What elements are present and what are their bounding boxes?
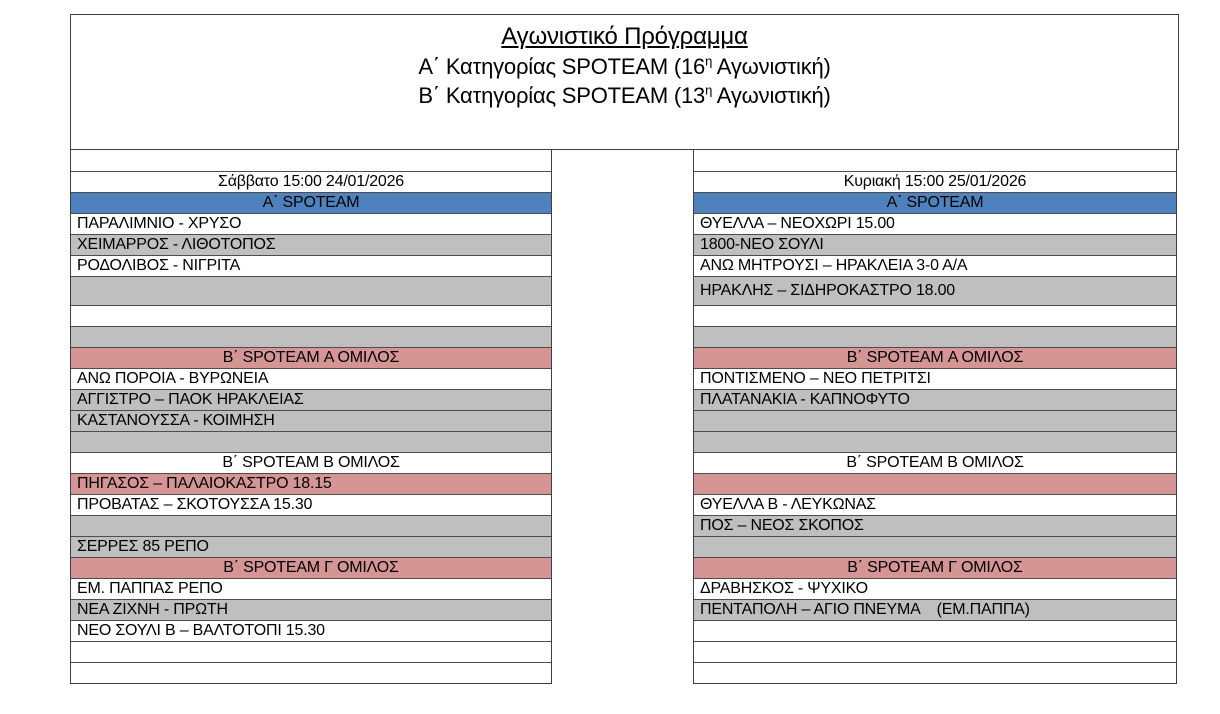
blank-row — [694, 431, 1176, 452]
match-row — [694, 234, 1176, 255]
date-row — [694, 171, 1176, 192]
blank-row — [71, 276, 551, 305]
blank-row — [71, 431, 551, 452]
cell-text: ΕΜ. ΠΑΠΠΑΣ ΡΕΠΟ — [77, 580, 223, 597]
cell-text: Β΄ SPOTEAM Β ΟΜΙΛΟΣ — [846, 454, 1024, 471]
cell-text: Β΄ SPOTEAM Α ΟΜΙΛΟΣ — [222, 349, 400, 366]
blank-row — [71, 326, 551, 347]
cell-text: ΡΟΔΟΛΙΒΟΣ - ΝΙΓΡΙΤΑ — [77, 257, 241, 274]
cell-text: ΣΕΡΡΕΣ 85 ΡΕΠΟ — [77, 538, 209, 555]
cell-text: Α΄ SPOTEAM — [262, 194, 360, 211]
match-row — [694, 599, 1176, 620]
cell-text: ΠΟΝΤΙΣΜΕΝΟ – ΝΕΟ ΠΕΤΡΙΤΣΙ — [700, 370, 931, 387]
cell-text: Κυριακή 15:00 25/01/2026 — [843, 173, 1027, 190]
subtitle-category-b — [71, 81, 1178, 110]
group-row — [71, 452, 551, 473]
subtitle-b-superscript: η — [705, 82, 713, 98]
match-row — [71, 213, 551, 234]
cell-text: ΘΥΕΛΛΑ Β - ΛΕΥΚΩΝΑΣ — [700, 496, 876, 513]
cell-text: Α΄ SPOTEAM — [886, 194, 984, 211]
blank-row — [694, 536, 1176, 557]
blank-row — [71, 150, 551, 171]
division-row — [694, 192, 1176, 213]
blank-row — [694, 305, 1176, 326]
match-row — [71, 255, 551, 276]
cell-text: ΠΕΝΤΑΠΟΛΗ – ΑΓΙΟ ΠΝΕΥΜΑ (ΕΜ.ΠΑΠΠΑ) — [700, 601, 1030, 618]
cell-text: ΚΑΣΤΑΝΟΥΣΣΑ - ΚΟΙΜΗΣΗ — [77, 412, 275, 429]
blank-row — [694, 620, 1176, 641]
match-row — [694, 389, 1176, 410]
group-row — [71, 557, 551, 578]
match-row — [71, 410, 551, 431]
match-row — [71, 234, 551, 255]
cell-text: Β΄ SPOTEAM Β ΟΜΙΛΟΣ — [222, 454, 400, 471]
blank-row — [694, 150, 1176, 171]
cell-text: Β΄ SPOTEAM Γ ΟΜΙΛΟΣ — [847, 559, 1023, 576]
match-row — [694, 213, 1176, 234]
blank-row — [71, 305, 551, 326]
blank-row — [694, 473, 1176, 494]
subtitle-a-text: Α΄ Κατηγορίας SPOTEAM (16 — [418, 54, 706, 79]
cell-text: ΔΡΑΒΗΣΚΟΣ - ΨΥΧΙΚΟ — [700, 580, 868, 597]
match-row — [71, 620, 551, 641]
blank-row — [694, 326, 1176, 347]
match-row — [71, 578, 551, 599]
match-row — [694, 515, 1176, 536]
match-row — [71, 473, 551, 494]
match-row — [694, 368, 1176, 389]
cell-text: ΑΝΩ ΜΗΤΡΟΥΣΙ – ΗΡΑΚΛΕΙΑ 3-0 Α/Α — [700, 257, 968, 274]
cell-text: ΘΥΕΛΛΑ – ΝΕΟΧΩΡΙ 15.00 — [700, 215, 895, 232]
blank-row — [694, 662, 1176, 683]
match-row — [71, 368, 551, 389]
cell-text: ΝΕΑ ΖΙΧΝΗ - ΠΡΩΤΗ — [77, 601, 228, 618]
cell-text: ΑΝΩ ΠΟΡΟΙΑ - ΒΥΡΩΝΕΙΑ — [77, 370, 269, 387]
cell-text: ΠΗΓΑΣΟΣ – ΠΑΛΑΙΟΚΑΣΤΡΟ 18.15 — [77, 475, 332, 492]
saturday-fixtures-table — [70, 150, 552, 684]
cell-text: ΗΡΑΚΛΗΣ – ΣΙΔΗΡΟΚΑΣΤΡΟ 18.00 — [700, 282, 956, 299]
cell-text: Β΄ SPOTEAM Γ ΟΜΙΛΟΣ — [223, 559, 399, 576]
blank-row — [71, 641, 551, 662]
subtitle-b-text: Β΄ Κατηγορίας SPOTEAM (13 — [418, 83, 706, 108]
match-row — [694, 578, 1176, 599]
match-row — [71, 494, 551, 515]
match-row — [694, 276, 1176, 305]
cell-text: ΠΛΑΤΑΝΑΚΙΑ - ΚΑΠΝΟΦΥΤΟ — [700, 391, 910, 408]
cell-text: ΠΑΡΑΛΙΜΝΙΟ - ΧΡΥΣΟ — [77, 215, 242, 232]
blank-row — [71, 515, 551, 536]
cell-text: ΑΓΓΙΣΤΡΟ – ΠΑΟΚ ΗΡΑΚΛΕΙΑΣ — [77, 391, 304, 408]
match-row — [71, 536, 551, 557]
cell-text: ΝΕΟ ΣΟΥΛΙ Β – ΒΑΛΤΟΤΟΠΙ 15.30 — [77, 622, 325, 639]
group-row — [694, 347, 1176, 368]
cell-text: 1800-ΝΕΟ ΣΟΥΛΙ — [700, 236, 824, 253]
match-row — [71, 599, 551, 620]
division-row — [71, 192, 551, 213]
cell-text: Β΄ SPOTEAM Α ΟΜΙΛΟΣ — [846, 349, 1024, 366]
cell-text: Σάββατο 15:00 24/01/2026 — [218, 173, 404, 190]
subtitle-a-rest: Αγωνιστική) — [712, 54, 831, 79]
match-row — [694, 255, 1176, 276]
match-row — [694, 494, 1176, 515]
subtitle-b-rest: Αγωνιστική) — [712, 83, 831, 108]
blank-row — [694, 410, 1176, 431]
page-title: Αγωνιστικό Πρόγραμμα — [501, 23, 748, 50]
group-row — [694, 557, 1176, 578]
blank-row — [694, 641, 1176, 662]
group-row — [694, 452, 1176, 473]
subtitle-category-a — [71, 52, 1178, 81]
sunday-fixtures-table — [693, 150, 1177, 684]
cell-text: ΧΕΙΜΑΡΡΟΣ - ΛΙΘΟΤΟΠΟΣ — [77, 236, 276, 253]
subtitle-a-superscript: η — [705, 53, 713, 69]
cell-text: ΠΡΟΒΑΤΑΣ – ΣΚΟΤΟΥΣΣΑ 15.30 — [77, 496, 313, 513]
match-row — [71, 389, 551, 410]
group-row — [71, 347, 551, 368]
cell-text: ΠΟΣ – ΝΕΟΣ ΣΚΟΠΟΣ — [700, 517, 864, 534]
title-box — [70, 14, 1179, 150]
date-row — [71, 171, 551, 192]
blank-row — [71, 662, 551, 683]
